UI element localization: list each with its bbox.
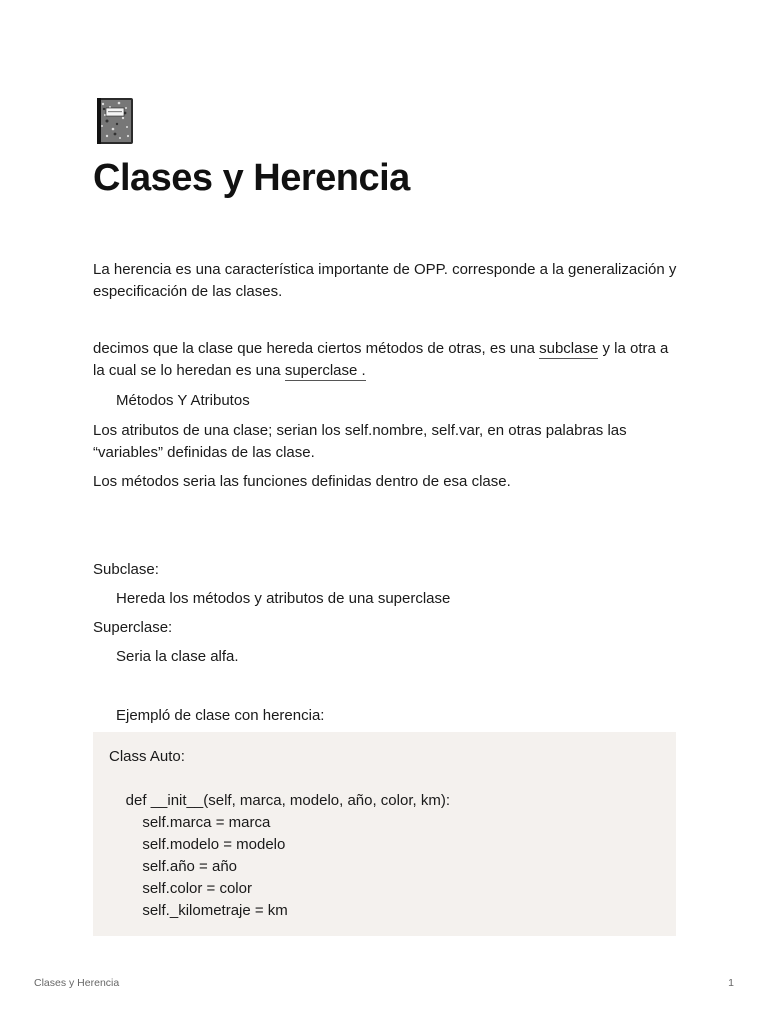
code-line: self.año = año: [109, 858, 237, 875]
code-line: self._kilometraje = km: [109, 902, 288, 919]
code-line: [109, 768, 660, 790]
code-line: def __init__(self, marca, modelo, año, color, km):: [109, 792, 450, 809]
superclase-description: Seria la clase alfa.: [116, 648, 239, 665]
footer-document-title: Clases y Herencia: [34, 977, 120, 989]
code-block: [93, 732, 676, 936]
subclase-label: Subclase:: [93, 561, 159, 578]
page-title: Clases y Herencia: [93, 157, 410, 199]
example-heading: Ejempló de clase con herencia:: [116, 707, 325, 724]
subclase-description: Hereda los métodos y atributos de una superclase: [116, 590, 451, 607]
code-line: self.modelo = modelo: [109, 836, 286, 853]
subclass-definition-paragraph: decimos que la clase que hereda ciertos métodos de otras, es una subclase y la otra a la cual se lo heredan es una superclase .: [93, 340, 669, 379]
document-body: [93, 96, 677, 727]
code-line: self.marca = marca: [109, 814, 271, 831]
superclase-label: Superclase:: [93, 619, 173, 636]
superclase-link[interactable]: superclase .: [284, 362, 366, 379]
footer-page-number: 1: [728, 977, 734, 989]
intro-paragraph: La herencia es una característica importante de OPP. corresponde a la generalización y especificación de las clases.: [93, 261, 677, 300]
notebook-icon: [93, 96, 137, 146]
code-line: Class Auto:: [109, 748, 185, 765]
subclase-link[interactable]: subclase: [539, 340, 599, 357]
methods-paragraph: Los métodos seria las funciones definidas dentro de esa clase.: [93, 473, 511, 490]
attributes-paragraph: Los atributos de una clase; serian los self.nombre, self.var, en otras palabras las “variables” definidas de las clase.: [93, 422, 627, 461]
methods-attributes-heading: Métodos Y Atributos: [116, 392, 250, 409]
code-line: self.color = color: [109, 880, 252, 897]
